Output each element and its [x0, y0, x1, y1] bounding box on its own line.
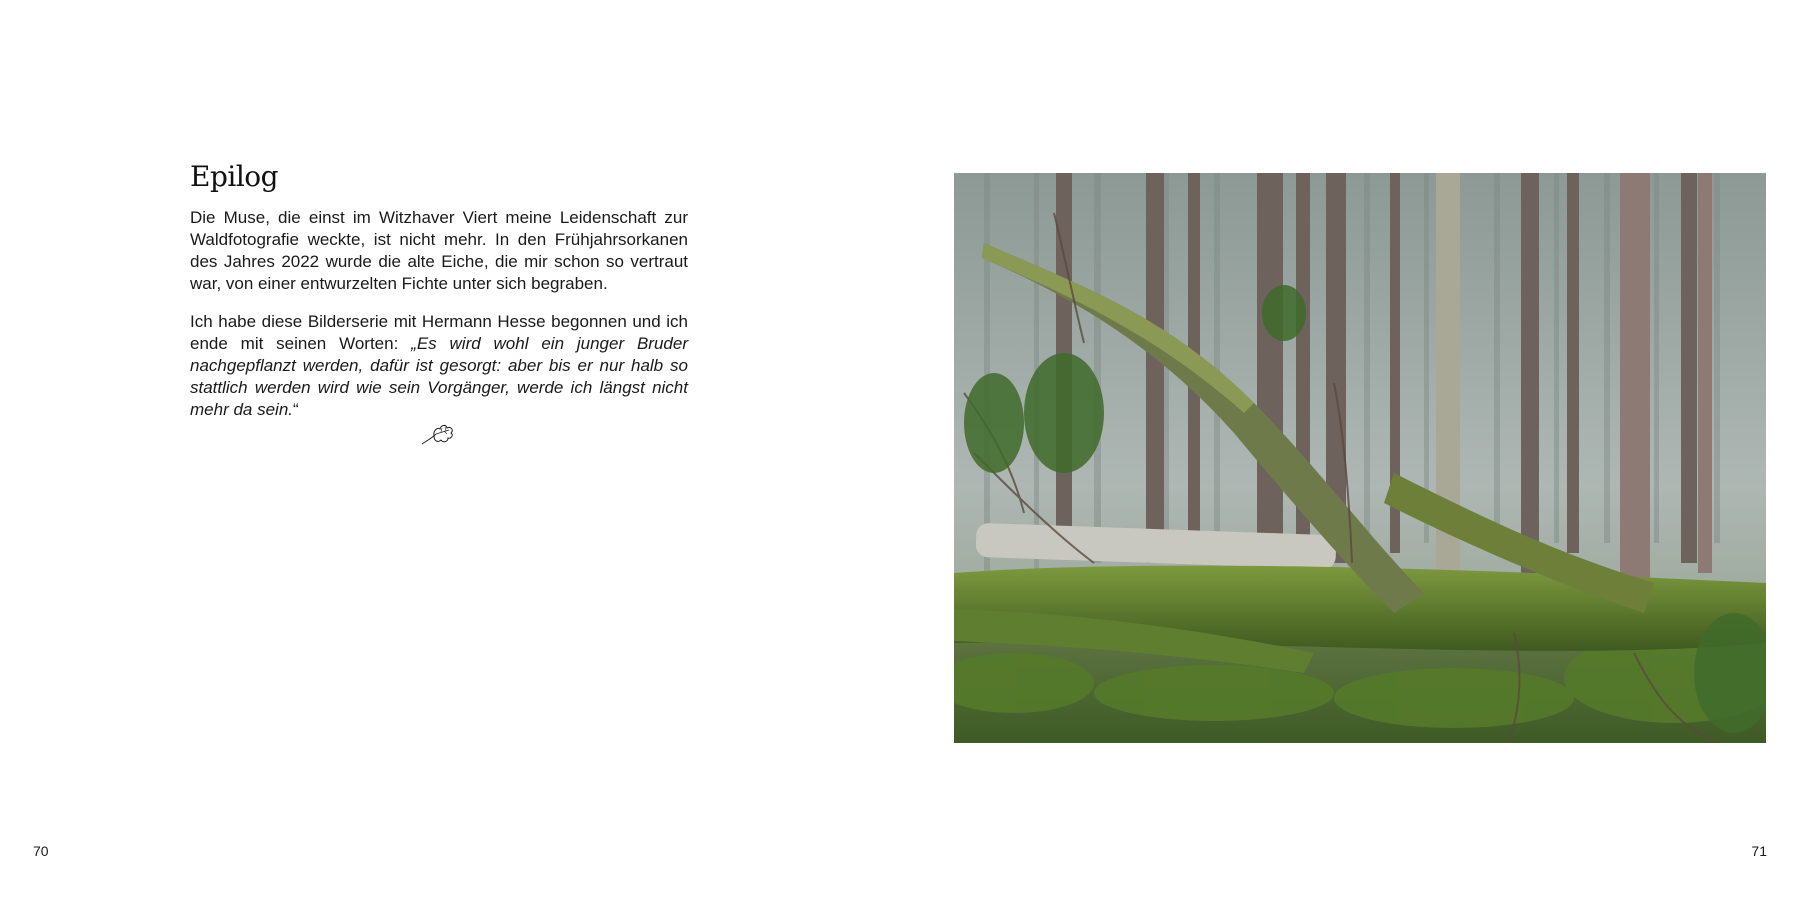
hesse-quote: „Es wird wohl ein junger Bruder nachgepflanzt werden, dafür ist gesorgt: aber bis er nur halb so stattlich werden wird wie sein Vorgänger, werde ich längst nicht mehr da sein.	[190, 334, 688, 419]
page-title: Epilog	[190, 160, 279, 193]
paragraph-hesse	[190, 311, 688, 421]
epilog-text-block	[190, 160, 688, 437]
page-number-right: 71	[1751, 843, 1767, 859]
paragraph-muse: Die Muse, die einst im Witzhaver Viert meine Leidenschaft zur Waldfotografie weckte, ist nicht mehr. In den Frühjahrsorkanen des Jahres 2022 wurde die alte Eiche, die mir schon so vertraut war, von einer entwurzelten Fichte unter sich begraben.	[190, 208, 688, 293]
oak-leaf-icon	[420, 420, 456, 448]
forest-photo-icon	[954, 173, 1766, 743]
paragraph-hesse-intro: Ich habe diese Bilderserie mit Hermann Hesse begonnen und ich ende mit seinen Worten:	[190, 312, 688, 353]
quote-close: “	[293, 400, 299, 419]
forest-photo	[954, 173, 1766, 743]
page-number-left: 70	[33, 843, 49, 859]
